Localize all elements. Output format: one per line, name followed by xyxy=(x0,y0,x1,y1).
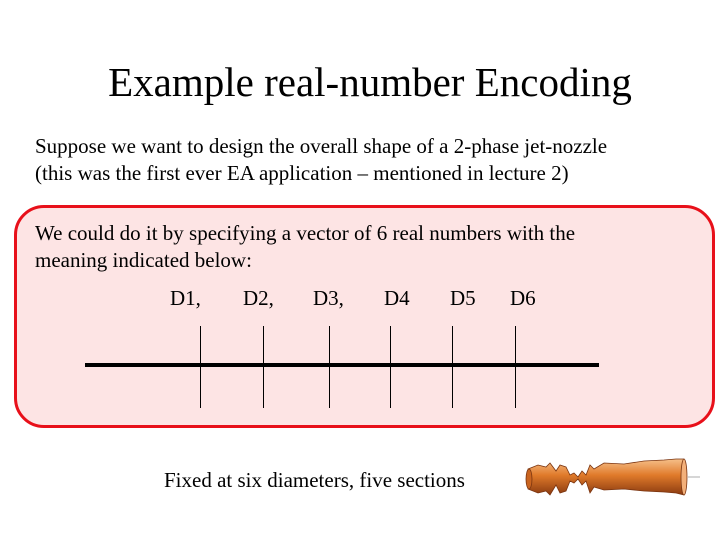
nozzle-inlet xyxy=(526,469,532,489)
nozzle-outlet xyxy=(681,459,687,495)
nozzle-illustration xyxy=(524,455,704,503)
diameter-tick-3 xyxy=(329,326,330,408)
slide-title: Example real-number Encoding xyxy=(108,59,632,105)
diameter-tick-4 xyxy=(390,326,391,408)
diameter-label-d1: D1, xyxy=(170,286,201,310)
nozzle-axis-line xyxy=(85,363,599,367)
box-text xyxy=(35,220,695,274)
box-line-2: meaning indicated below: xyxy=(35,248,252,272)
intro-line-1: Suppose we want to design the overall shape of a 2-phase jet-nozzle xyxy=(35,134,608,158)
nozzle-body xyxy=(528,459,684,495)
nozzle-caption: Fixed at six diameters, five sections xyxy=(164,468,465,492)
diameter-tick-6 xyxy=(515,326,516,408)
diameter-label-d5: D5 xyxy=(450,286,476,310)
diameter-label-d2: D2, xyxy=(243,286,274,310)
box-line-1: We could do it by specifying a vector of 6 real numbers with the xyxy=(35,221,576,245)
intro-line-2: (this was the first ever EA application – mentioned in lecture 2) xyxy=(35,161,569,185)
intro-text xyxy=(35,133,705,187)
diameter-tick-5 xyxy=(452,326,453,408)
diameter-tick-1 xyxy=(200,326,201,408)
diameter-tick-2 xyxy=(263,326,264,408)
diameter-label-d6: D6 xyxy=(510,286,536,310)
diameter-label-d4: D4 xyxy=(384,286,410,310)
diameter-label-d3: D3, xyxy=(313,286,344,310)
